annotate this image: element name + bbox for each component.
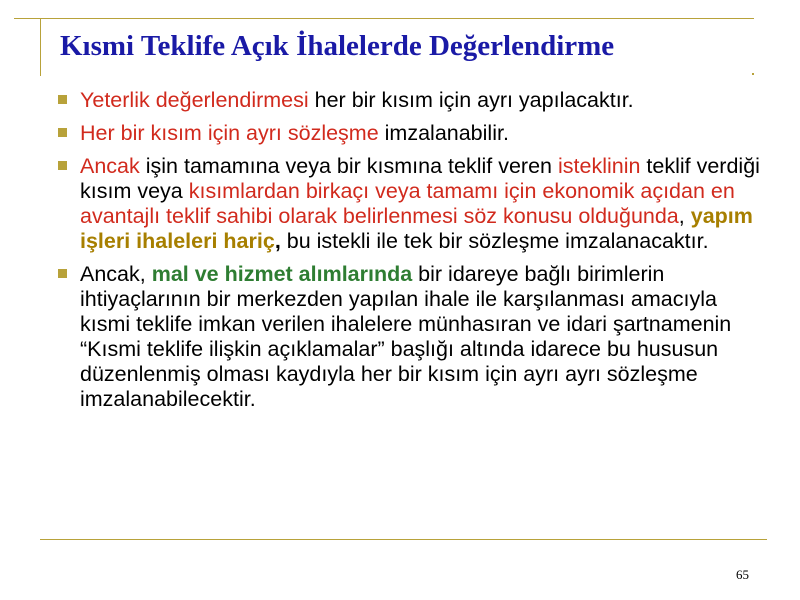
- square-bullet-icon: [58, 161, 67, 170]
- bullet-text: teklif verdiği kısım veya: [80, 154, 760, 203]
- bullet-text: bir idareye bağlı birimlerin ihtiyaçlarının bir merkezden yapılan ihale ile karşılanması amacıyla kısmi teklife imkan verilen ihalelere münhasıran ve idari şartnamenin “Kısmi teklife ilişkin açıklamalar” başlığı altında idarece bu hususun düzenlenmiş olması kaydıyla her bir kısım için ayrı ayrı sözleşme imzalanabilecektir.: [80, 262, 732, 411]
- emphasis-text: yapım işleri ihaleleri hariç: [80, 204, 753, 253]
- bullet-text: ,: [678, 204, 691, 228]
- highlight-text: Ancak: [80, 154, 140, 178]
- bullet-list: [56, 88, 768, 420]
- highlight-text: Yeterlik değerlendirmesi: [80, 88, 309, 112]
- bullet-item-3: [56, 154, 768, 254]
- highlight-text: isteklinin: [557, 154, 641, 178]
- square-bullet-icon: [58, 269, 67, 278]
- bullet-text: işin tamamına veya bir kısmına teklif veren: [139, 154, 558, 178]
- bullet-item-4: [56, 262, 768, 412]
- square-bullet-icon: [58, 95, 67, 104]
- frame-bottom-line: [40, 539, 767, 540]
- bullet-text: ,: [274, 229, 281, 253]
- highlight-text: Her bir kısım için ayrı sözleşme: [80, 121, 379, 145]
- bullet-item-1: [56, 88, 768, 113]
- frame-corner-dot: [752, 73, 754, 75]
- highlight-text: kısımlardan birkaçı veya tamamı için ekonomik açıdan en avantajlı teklif sahibi olarak belirlenmesi söz konusu olduğunda: [80, 179, 735, 228]
- frame-left-line: [40, 18, 41, 76]
- square-bullet-icon: [58, 128, 67, 137]
- bullet-text: imzalanabilir.: [378, 121, 509, 145]
- bullet-text: her bir kısım için ayrı yapılacaktır.: [308, 88, 634, 112]
- bullet-text: bu istekli ile tek bir sözleşme imzalanacaktır.: [280, 229, 709, 253]
- bullet-item-2: [56, 121, 768, 146]
- slide-title: Kısmi Teklife Açık İhalelerde Değerlendirme: [60, 30, 615, 62]
- bullet-text: Ancak,: [80, 262, 152, 286]
- emphasis-text: mal ve hizmet alımlarında: [151, 262, 413, 286]
- page-number: 65: [736, 567, 749, 582]
- frame-top-line: [14, 18, 754, 19]
